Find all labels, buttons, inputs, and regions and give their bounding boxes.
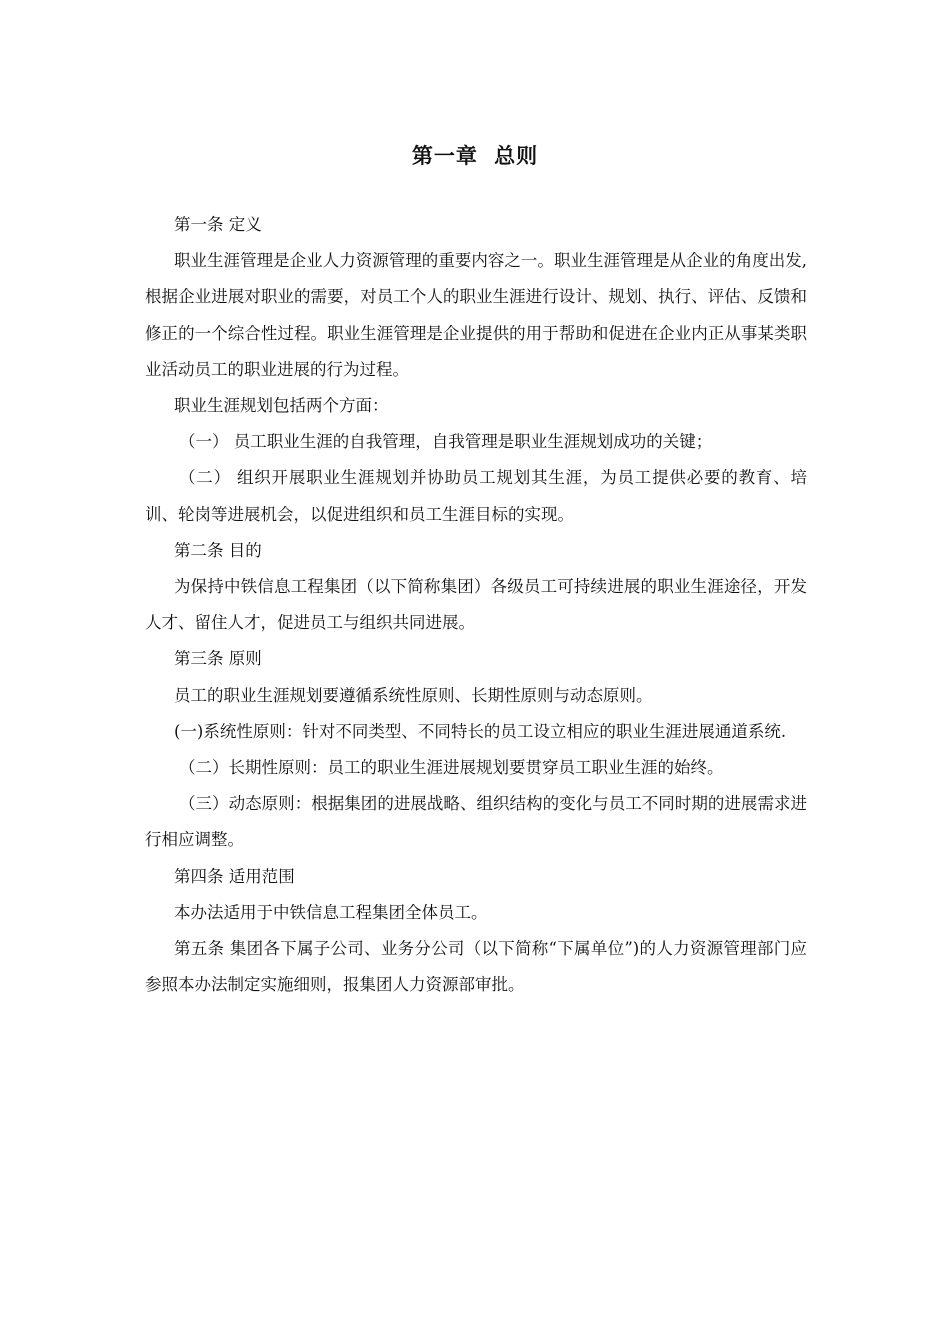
- article-1-aspects-intro: 职业生涯规划包括两个方面：: [174, 396, 389, 416]
- article-4-heading: 第四条 适用范围: [174, 866, 295, 886]
- article-2-purpose-paragraph: 为保持中铁信息工程集团（以下简称集团）各级员工可持续进展的职业生涯途径，开发人才、留住人才，促进员工与组织共同进展。: [145, 577, 807, 633]
- article-3-heading: 第三条 原则: [174, 649, 262, 669]
- article-1-aspect-2: （二） 组织开展职业生涯规划并协助员工规划其生涯，为员工提供必要的教育、培训、轮岗等进展机会，以促进组织和员工生涯目标的实现。: [145, 468, 807, 524]
- article-2-heading: 第二条 目的: [174, 540, 262, 560]
- document-body: [145, 207, 807, 1003]
- article-3-principle-long-term: （二）长期性原则：员工的职业生涯进展规划要贯穿员工职业生涯的始终。: [179, 758, 724, 778]
- article-5-paragraph: 第五条 集团各下属子公司、业务分公司（以下简称“下属单位”)的人力资源管理部门应参照本办法制定实施细则，报集团人力资源部审批。: [145, 939, 807, 995]
- article-3-principles-intro: 员工的职业生涯规划要遵循系统性原则、长期性原则与动态原则。: [174, 685, 653, 705]
- article-1-aspect-1: （一） 员工职业生涯的自我管理，自我管理是职业生涯规划成功的关键；: [179, 432, 713, 452]
- article-3-principle-systematic: (一)系统性原则：针对不同类型、不同特长的员工设立相应的职业生涯进展通道系统.: [174, 721, 787, 741]
- article-1-definition-paragraph: 职业生涯管理是企业人力资源管理的重要内容之一。职业生涯管理是从企业的角度出发,根据企业进展对职业的需要，对员工个人的职业生涯进行设计、规划、执行、评估、反馈和修正的一个综合性过程。职业生涯管理是企业提供的用于帮助和促进在企业内正从事某类职业活动员工的职业进展的行为过程。: [145, 251, 807, 379]
- article-1-heading: 第一条 定义: [174, 215, 262, 234]
- article-4-scope-paragraph: 本办法适用于中铁信息工程集团全体员工。: [174, 902, 488, 922]
- article-3-principle-dynamic: （三）动态原则：根据集团的进展战略、组织结构的变化与员工不同时期的进展需求进行相应调整。: [145, 794, 807, 850]
- chapter-title: 第一章 总则: [411, 144, 539, 168]
